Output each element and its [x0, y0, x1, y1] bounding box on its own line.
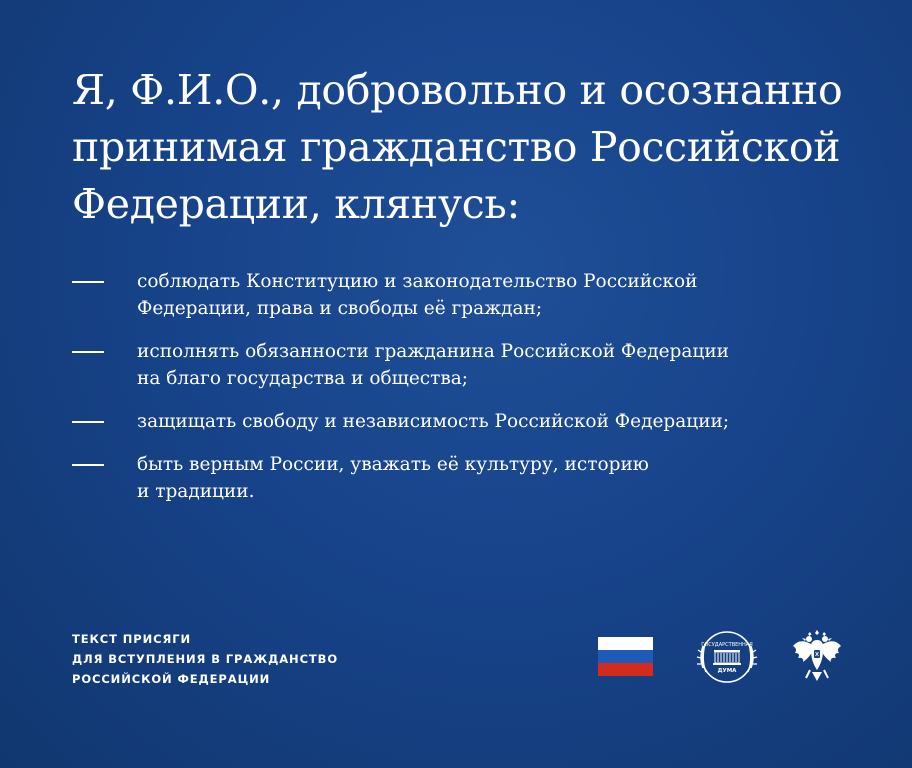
flag-white-stripe — [598, 637, 653, 650]
oath-item-text: быть верным России, уважать её культуру, историю и традиции. — [137, 454, 649, 502]
duma-logo-bottom-text: ДУМА — [717, 668, 737, 674]
oath-item — [72, 451, 852, 505]
caption-line: ТЕКСТ ПРИСЯГИ — [72, 632, 192, 646]
oath-item-text: исполнять обязанности гражданина Российской Федерации на благо государства и общества; — [137, 341, 729, 389]
double-headed-eagle-icon — [790, 626, 844, 684]
oath-heading: Я, Ф.И.О., добровольно и осознанно принимая гражданство Российской Федерации, клянусь: — [72, 66, 843, 228]
russian-flag-icon — [598, 637, 653, 676]
caption-line: ДЛЯ ВСТУПЛЕНИЯ В ГРАЖДАНСТВО — [72, 652, 339, 666]
caption-line: РОССИЙСКОЙ ФЕДЕРАЦИИ — [72, 672, 271, 686]
oath-list — [72, 268, 852, 521]
state-duma-emblem-icon — [693, 628, 761, 686]
oath-item — [72, 408, 852, 435]
dash-bullet — [72, 281, 104, 283]
dash-bullet — [72, 464, 104, 466]
dash-bullet — [72, 351, 104, 353]
flag-blue-stripe — [598, 650, 653, 663]
oath-item-text: защищать свободу и независимость Российской Федерации; — [137, 411, 730, 432]
duma-logo-top-text: ГОСУДАРСТВЕННАЯ — [701, 642, 753, 648]
oath-caption — [72, 629, 392, 689]
oath-item-text: соблюдать Конституцию и законодательство Российской Федерации, права и свободы её граждан; — [137, 271, 698, 319]
flag-red-stripe — [598, 663, 653, 676]
oath-item — [72, 268, 852, 322]
dash-bullet — [72, 421, 104, 423]
oath-item — [72, 338, 852, 392]
